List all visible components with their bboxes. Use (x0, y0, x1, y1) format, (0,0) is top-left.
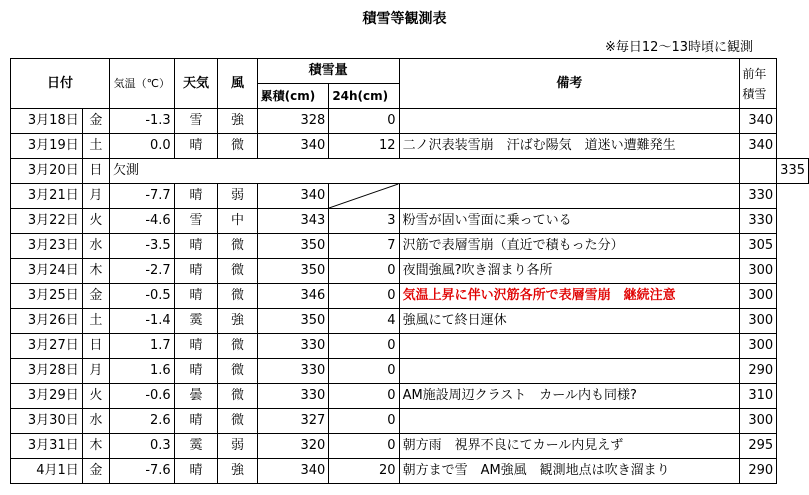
temp-cell: -7.7 (110, 184, 175, 209)
wind-cell: 微 (218, 284, 257, 309)
date-cell: 3月22日 (11, 209, 83, 234)
prev-year-cell: 340 (740, 109, 777, 134)
remarks-cell: 朝方まで雪 AM強風 観測地点は吹き溜まり (399, 459, 740, 484)
header-prev-line2: 積雪 (742, 86, 767, 101)
wind-cell: 弱 (218, 184, 257, 209)
remarks-cell (399, 409, 740, 434)
missing-cell: 欠測 (110, 159, 740, 184)
header-snow: 積雪量 (257, 59, 399, 84)
prev-year-cell: 300 (740, 409, 777, 434)
temp-cell: -0.6 (110, 384, 175, 409)
observation-table (10, 58, 809, 484)
accum-cell: 346 (257, 284, 329, 309)
wind-cell: 強 (218, 109, 257, 134)
table-row (11, 434, 809, 459)
h24-cell: 0 (329, 409, 399, 434)
header-accum: 累積(cm) (257, 84, 329, 109)
prev-year-cell: 290 (740, 459, 777, 484)
weather-cell: 曇 (174, 384, 218, 409)
weekday-cell: 月 (82, 359, 109, 384)
table-row (11, 334, 809, 359)
table-row (11, 184, 809, 209)
remarks-cell (740, 159, 777, 184)
remarks-cell (399, 334, 740, 359)
page-title: 積雪等観測表 (362, 11, 447, 27)
header-24h: 24h(cm) (329, 84, 399, 109)
h24-cell: 0 (329, 334, 399, 359)
date-cell: 3月23日 (11, 234, 83, 259)
date-cell: 3月19日 (11, 134, 83, 159)
temp-cell: -2.7 (110, 259, 175, 284)
prev-year-cell: 310 (740, 384, 777, 409)
date-cell: 4月1日 (11, 459, 83, 484)
weekday-cell: 水 (82, 234, 109, 259)
date-cell: 3月28日 (11, 359, 83, 384)
weekday-cell: 日 (82, 334, 109, 359)
weekday-cell: 土 (82, 134, 109, 159)
weekday-cell: 水 (82, 409, 109, 434)
table-row (11, 159, 809, 184)
accum-cell: 340 (257, 459, 329, 484)
prev-year-cell: 330 (740, 184, 777, 209)
prev-year-cell: 300 (740, 259, 777, 284)
date-cell: 3月31日 (11, 434, 83, 459)
temp-cell: -7.6 (110, 459, 175, 484)
temp-cell: 1.6 (110, 359, 175, 384)
weather-cell: 霙 (174, 434, 218, 459)
remarks-cell (399, 109, 740, 134)
remarks-cell: 強風にて終日運休 (399, 309, 740, 334)
header-wind: 風 (218, 59, 257, 109)
date-cell: 3月30日 (11, 409, 83, 434)
date-cell: 3月27日 (11, 334, 83, 359)
wind-cell: 微 (218, 334, 257, 359)
weekday-cell: 金 (82, 109, 109, 134)
accum-cell: 350 (257, 309, 329, 334)
temp-cell: 0.0 (110, 134, 175, 159)
table-row (11, 309, 809, 334)
weekday-cell: 木 (82, 259, 109, 284)
weekday-cell: 金 (82, 459, 109, 484)
h24-cell: 20 (329, 459, 399, 484)
temp-cell: 1.7 (110, 334, 175, 359)
accum-cell: 328 (257, 109, 329, 134)
weekday-cell: 金 (82, 284, 109, 309)
h24-cell: 7 (329, 234, 399, 259)
accum-cell: 340 (257, 184, 329, 209)
remarks-cell: 夜間強風?吹き溜まり各所 (399, 259, 740, 284)
date-cell: 3月24日 (11, 259, 83, 284)
table-row (11, 409, 809, 434)
h24-cell: 0 (329, 109, 399, 134)
weather-cell: 雪 (174, 109, 218, 134)
weekday-cell: 日 (82, 159, 109, 184)
wind-cell: 弱 (218, 434, 257, 459)
accum-cell: 350 (257, 259, 329, 284)
temp-cell: 0.3 (110, 434, 175, 459)
weather-cell: 晴 (174, 334, 218, 359)
weather-cell: 晴 (174, 259, 218, 284)
weather-cell: 晴 (174, 459, 218, 484)
header-temp: 気温（℃） (110, 59, 175, 109)
prev-year-cell: 300 (740, 309, 777, 334)
date-cell: 3月21日 (11, 184, 83, 209)
prev-year-cell: 290 (740, 359, 777, 384)
weather-cell: 晴 (174, 359, 218, 384)
header-date: 日付 (11, 59, 110, 109)
temp-cell: -3.5 (110, 234, 175, 259)
remarks-cell: 朝方雨 視界不良にてカール内見えず (399, 434, 740, 459)
header-weather: 天気 (174, 59, 218, 109)
remarks-cell: 気温上昇に伴い沢筋各所で表層雪崩 継続注意 (399, 284, 740, 309)
wind-cell: 微 (218, 409, 257, 434)
weekday-cell: 月 (82, 184, 109, 209)
header-prev-line1: 前年 (742, 66, 767, 81)
wind-cell: 微 (218, 259, 257, 284)
weekday-cell: 火 (82, 209, 109, 234)
date-cell: 3月18日 (11, 109, 83, 134)
table-row (11, 284, 809, 309)
remarks-cell (399, 359, 740, 384)
weather-cell: 晴 (174, 184, 218, 209)
prev-year-cell: 330 (740, 209, 777, 234)
remarks-cell: 二ノ沢表装雪崩 汗ばむ陽気 道迷い遭難発生 (399, 134, 740, 159)
wind-cell: 微 (218, 234, 257, 259)
h24-cell: 4 (329, 309, 399, 334)
remarks-cell (399, 184, 740, 209)
h24-cell: 0 (329, 284, 399, 309)
wind-cell: 強 (218, 309, 257, 334)
weekday-cell: 木 (82, 434, 109, 459)
date-cell: 3月20日 (11, 159, 83, 184)
header-prev-year (740, 59, 777, 109)
weather-cell: 晴 (174, 409, 218, 434)
h24-cell: 0 (329, 359, 399, 384)
prev-year-cell: 340 (740, 134, 777, 159)
date-cell: 3月29日 (11, 384, 83, 409)
wind-cell: 微 (218, 359, 257, 384)
wind-cell: 微 (218, 134, 257, 159)
remarks-cell: 粉雪が固い雪面に乗っている (399, 209, 740, 234)
date-cell: 3月26日 (11, 309, 83, 334)
weather-cell: 晴 (174, 284, 218, 309)
table-row (11, 209, 809, 234)
table-body (11, 109, 809, 484)
prev-year-cell: 335 (777, 159, 809, 184)
accum-cell: 340 (257, 134, 329, 159)
weekday-cell: 火 (82, 384, 109, 409)
accum-cell: 330 (257, 384, 329, 409)
diagonal-line (329, 184, 398, 208)
table-row (11, 134, 809, 159)
wind-cell: 強 (218, 459, 257, 484)
wind-cell: 中 (218, 209, 257, 234)
weather-cell: 晴 (174, 134, 218, 159)
temp-cell: -0.5 (110, 284, 175, 309)
accum-cell: 330 (257, 334, 329, 359)
accum-cell: 350 (257, 234, 329, 259)
table-row (11, 109, 809, 134)
weather-cell: 雪 (174, 209, 218, 234)
prev-year-cell: 300 (740, 284, 777, 309)
h24-cell: 0 (329, 259, 399, 284)
accum-cell: 327 (257, 409, 329, 434)
table-row (11, 234, 809, 259)
h24-cell: 0 (329, 384, 399, 409)
prev-year-cell: 295 (740, 434, 777, 459)
table-row (11, 459, 809, 484)
prev-year-cell: 300 (740, 334, 777, 359)
temp-cell: 2.6 (110, 409, 175, 434)
table-row (11, 384, 809, 409)
temp-cell: -4.6 (110, 209, 175, 234)
h24-cell: 0 (329, 434, 399, 459)
h24-cell: 12 (329, 134, 399, 159)
date-cell: 3月25日 (11, 284, 83, 309)
prev-year-cell: 305 (740, 234, 777, 259)
h24-cell-empty (329, 184, 399, 209)
temp-cell: -1.4 (110, 309, 175, 334)
weekday-cell: 土 (82, 309, 109, 334)
accum-cell: 330 (257, 359, 329, 384)
h24-cell: 3 (329, 209, 399, 234)
table-row (11, 359, 809, 384)
temp-cell: -1.3 (110, 109, 175, 134)
remarks-cell: 沢筋で表層雪崩（直近で積もった分） (399, 234, 740, 259)
accum-cell: 343 (257, 209, 329, 234)
wind-cell: 微 (218, 384, 257, 409)
accum-cell: 320 (257, 434, 329, 459)
remarks-cell: AM施設周辺クラスト カール内も同様? (399, 384, 740, 409)
weather-cell: 晴 (174, 234, 218, 259)
observation-note: ※毎日12～13時頃に観測 (605, 40, 753, 55)
table-row (11, 259, 809, 284)
weather-cell: 霙 (174, 309, 218, 334)
header-remarks: 備考 (399, 59, 740, 109)
